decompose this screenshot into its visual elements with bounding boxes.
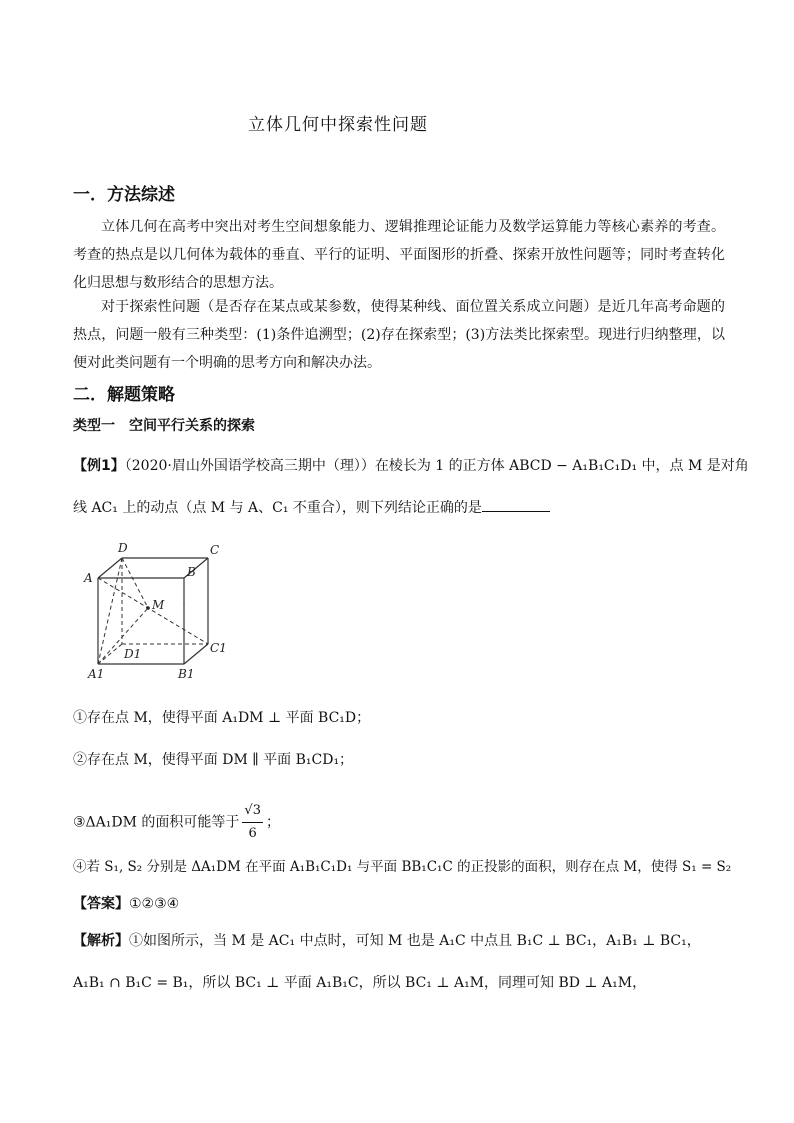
option-3-end: ； bbox=[265, 814, 280, 831]
label-D1: D1 bbox=[124, 647, 142, 661]
type-heading: 类型一 空间平行关系的探索 bbox=[73, 418, 255, 434]
label-C1: C1 bbox=[210, 641, 227, 655]
analysis-line-2: A₁B₁ ∩ B₁C = B₁，所以 BC₁ ⊥ 平面 A₁B₁C，所以 BC₁ ⊥ A₁M，同理可知 BD ⊥ A₁M， bbox=[73, 975, 647, 991]
analysis-line-1 bbox=[73, 930, 701, 952]
section-heading-strategy: 二．解题策略 bbox=[73, 385, 175, 405]
analysis-text-1: ①如图所示，当 M 是 AC₁ 中点时，可知 M 也是 A₁C 中点且 B₁C ⊥ BC₁，A₁B₁ ⊥ BC₁， bbox=[129, 933, 701, 949]
example-line-1 bbox=[73, 455, 749, 477]
label-C: C bbox=[210, 543, 220, 557]
example-line-2 bbox=[73, 497, 550, 519]
option-4: ④若 S₁, S₂ 分别是 ΔA₁DM 在平面 A₁B₁C₁D₁ 与平面 BB₁C₁C 的正投影的面积，则存在点 M，使得 S₁ = S₂ bbox=[73, 859, 732, 875]
segment-DA1 bbox=[98, 558, 122, 664]
label-B1: B1 bbox=[178, 667, 195, 681]
method-paragraph-2: 对于探索性问题（是否存在某点或某参数，使得某种线、面位置关系成立问题）是近几年高考命题的热点，问题一般有三种类型：(1)条件追溯型；(2)存在探索型；(3)方法类比探索型。现进行归纳整理，以便对此类问题有一个明确的思考方向和解决办法。 bbox=[73, 299, 725, 371]
label-A: A bbox=[84, 571, 93, 585]
example-text-2: 线 AC₁ 上的动点（点 M 与 A、C₁ 不重合），则下列结论正确的是 bbox=[73, 500, 482, 516]
fraction-denominator: 6 bbox=[248, 826, 257, 841]
label-D: D bbox=[118, 541, 128, 555]
point-M bbox=[146, 606, 150, 610]
option-1: ①存在点 M，使得平面 A₁DM ⊥ 平面 BC₁D； bbox=[73, 710, 371, 726]
answer-value: ①②③④ bbox=[129, 896, 180, 912]
method-paragraph-1: 立体几何在高考中突出对考生空间想象能力、逻辑推理论证能力及数学运算能力等核心素养的考查。考查的热点是以几何体为载体的垂直、平行的证明、平面图形的折叠、探索开放性问题等；同时考查转化化归思想与数形结合的思想方法。 bbox=[73, 219, 725, 291]
page-title: 立体几何中探索性问题 bbox=[248, 115, 428, 135]
cube-figure bbox=[80, 540, 230, 685]
fraction-sqrt3-over-6 bbox=[242, 800, 263, 845]
answer-line bbox=[73, 893, 179, 915]
fraction-numerator: √3 bbox=[242, 800, 263, 823]
option-3 bbox=[73, 800, 280, 845]
option-2: ②存在点 M，使得平面 DM ∥ 平面 B₁CD₁； bbox=[73, 752, 354, 768]
section-heading-method: 一．方法综述 bbox=[73, 185, 175, 205]
answer-blank bbox=[482, 497, 550, 512]
example-text-1: （2020·眉山外国语学校高三期中（理））在棱长为 1 的正方体 ABCD − A₁B₁C₁D₁ 中，点 M 是对角 bbox=[124, 458, 749, 474]
label-B: B bbox=[187, 565, 196, 579]
label-M: M bbox=[152, 598, 165, 612]
answer-label: 【答案】 bbox=[73, 896, 129, 912]
edge-B1C1 bbox=[184, 644, 208, 664]
analysis-label: 【解析】 bbox=[73, 933, 129, 949]
option-3-text: ③ΔA₁DM 的面积可能等于 bbox=[73, 814, 240, 831]
example-label: 【例1】 bbox=[73, 458, 125, 474]
dot-mark bbox=[183, 602, 185, 604]
label-A1: A1 bbox=[88, 667, 105, 681]
